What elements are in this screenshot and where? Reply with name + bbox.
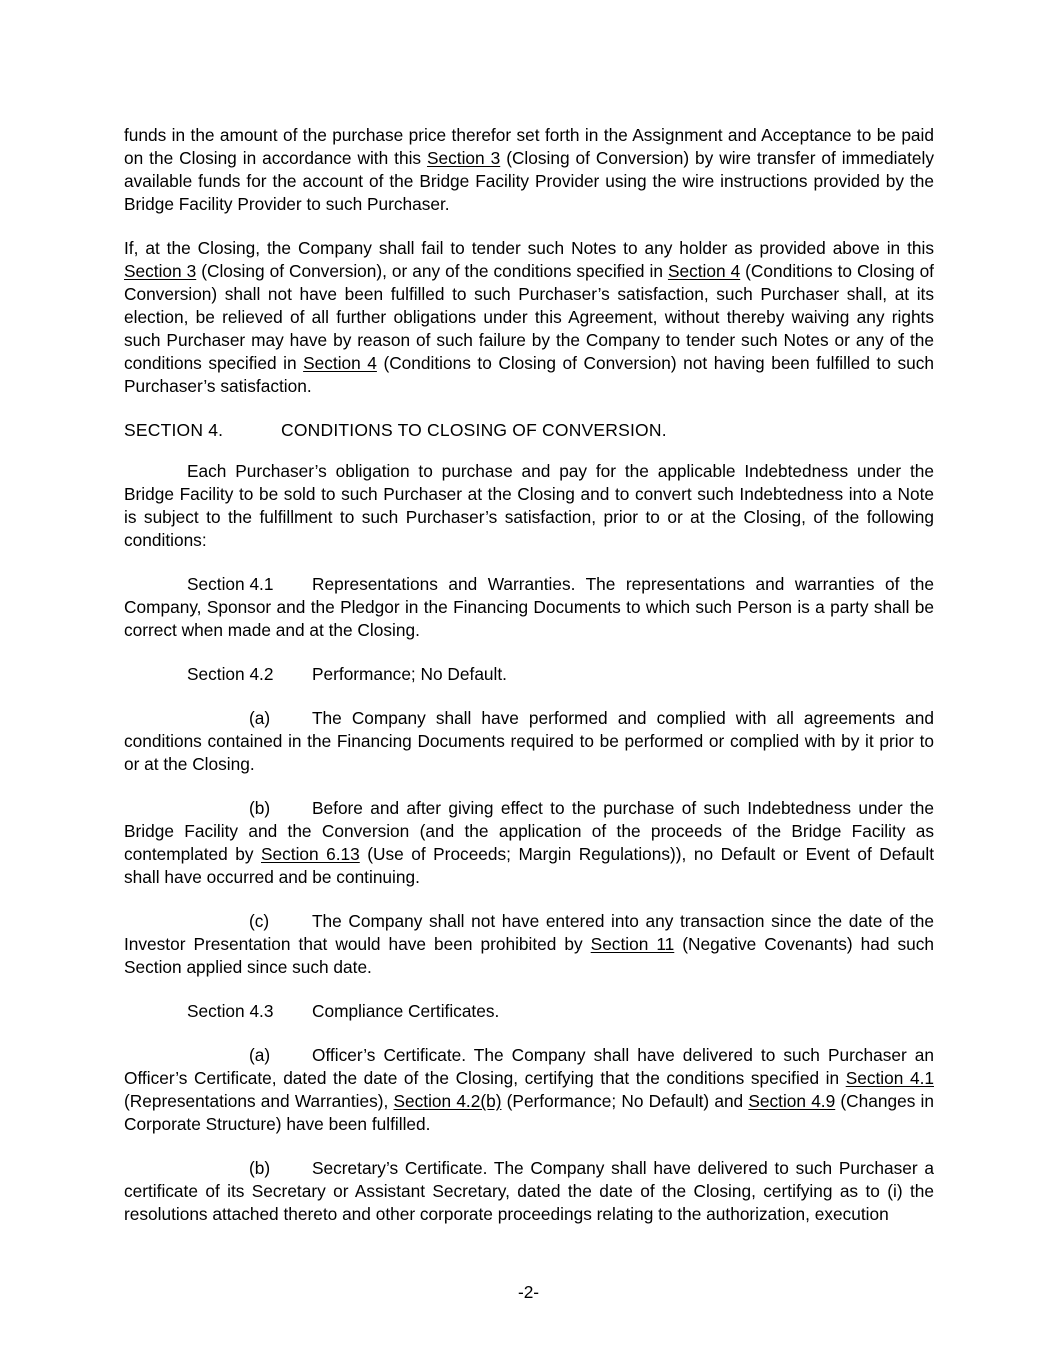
section-11-reference: Section 11 <box>590 934 675 954</box>
section-4-number: SECTION 4. <box>124 420 224 440</box>
section-4-reference: Section 4 <box>303 353 377 373</box>
section-6-13-reference: Section 6.13 <box>261 844 360 864</box>
page-number: -2- <box>517 1282 540 1302</box>
section-3-reference: Section 3 <box>427 148 501 168</box>
section-4-1-number: Section 4.1 <box>187 574 274 594</box>
section-4-intro: Each Purchaser’s obligation to purchase and pay for the applicable Indebtedness under the Bridge Facility to be sold to such Purchaser at the Closing and to convert such Indebtedness into a Note is subject to the fulfillment to such Purchaser’s satisfaction, prior to or at the Closing, of the following conditions: <box>124 461 934 550</box>
clause-label: (a) <box>249 708 271 728</box>
section-4-reference: Section 4 <box>667 261 741 281</box>
clause-label: (a) <box>249 1045 271 1065</box>
section-4-1-reference: Section 4.1 <box>845 1068 934 1088</box>
paragraph-funds: funds in the amount of the purchase price therefor set forth in the Assignment and Acceptance to be paid on the Closing in accordance with this Section 3 (Closing of Conversion) by wire transfer of immediately available funds for the account of the Bridge Facility Provider using the wire instructions provided by the Bridge Facility Provider to such Purchaser. <box>124 125 934 214</box>
section-4-1: Section 4.1 Representations and Warranties. The representations and warranties of the Company, Sponsor and the Pledgor in the Financing Documents to which such Person is a party shall be correct when made and at the Closing. <box>124 574 934 640</box>
section-4-1-heading: Representations and Warranties <box>312 574 571 594</box>
section-4-3-heading: Compliance Certificates. <box>312 1001 500 1021</box>
section-4-2-number: Section 4.2 <box>187 664 274 684</box>
section-4-3-number: Section 4.3 <box>187 1001 274 1021</box>
clause-label: (c) <box>249 911 270 931</box>
section-4-9-reference: Section 4.9 <box>748 1091 836 1111</box>
paragraph-failure-to-tender: If, at the Closing, the Company shall fail to tender such Notes to any holder as provided above in this Section 3 (Closing of Conversion), or any of the conditions specified in Section 4 (Conditions to Closing of Conversion) shall not have been fulfilled to such Purchaser’s satisfaction, such Purchaser shall, at its election, be relieved of all further obligations under this Agreement, without thereby waiving any rights such Purchaser may have by reason of such failure by the Company to tender such Notes or any of the conditions specified in Section 4 (Conditions to Closing of Conversion) not having been fulfilled to such Purchaser’s satisfaction. <box>124 238 934 396</box>
clause-label: (b) <box>249 798 271 818</box>
section-4-3-a: (a) Officer’s Certificate. The Company shall have delivered to such Purchaser an Officer’s Certificate, dated the date of the Closing, certifying that the conditions specified in Section 4.1 (Representations and Warranties), Section 4.2(b) (Performance; No Default) and Section 4.9 (Changes in Corporate Structure) have been fulfilled. <box>124 1045 934 1134</box>
clause-label: (b) <box>249 1158 271 1178</box>
section-4-3 <box>124 1000 934 1023</box>
section-4-heading <box>124 419 934 442</box>
section-4-3-b: (b) Secretary’s Certificate. The Company shall have delivered to such Purchaser a certificate of its Secretary or Assistant Secretary, dated the date of the Closing, certifying as to (i) the resolutions attached thereto and other corporate proceedings relating to the authorization, execution <box>124 1158 934 1224</box>
section-4-2 <box>124 663 934 686</box>
section-3-reference: Section 3 <box>124 261 197 281</box>
document-page <box>124 124 934 1226</box>
section-4-2-b: (b) Before and after giving effect to the purchase of such Indebtedness under the Bridge Facility and the Conversion (and the application of the proceeds of the Bridge Facility as contemplated by Section 6.13 (Use of Proceeds; Margin Regulations)), no Default or Event of Default shall have occurred and be continuing. <box>124 798 935 887</box>
section-4-2-c: (c) The Company shall not have entered into any transaction since the date of the Investor Presentation that would have been prohibited by Section 11 (Negative Covenants) had such Section applied since such date. <box>124 911 934 977</box>
section-4-2b-reference: Section 4.2(b) <box>393 1091 502 1111</box>
section-4-2-a: (a) The Company shall have performed and complied with all agreements and conditions contained in the Financing Documents required to be performed or complied with by it prior to or at the Closing. <box>124 708 934 774</box>
section-4-2-heading: Performance; No Default. <box>312 664 507 684</box>
section-4-title: CONDITIONS TO CLOSING OF CONVERSION. <box>281 420 667 440</box>
